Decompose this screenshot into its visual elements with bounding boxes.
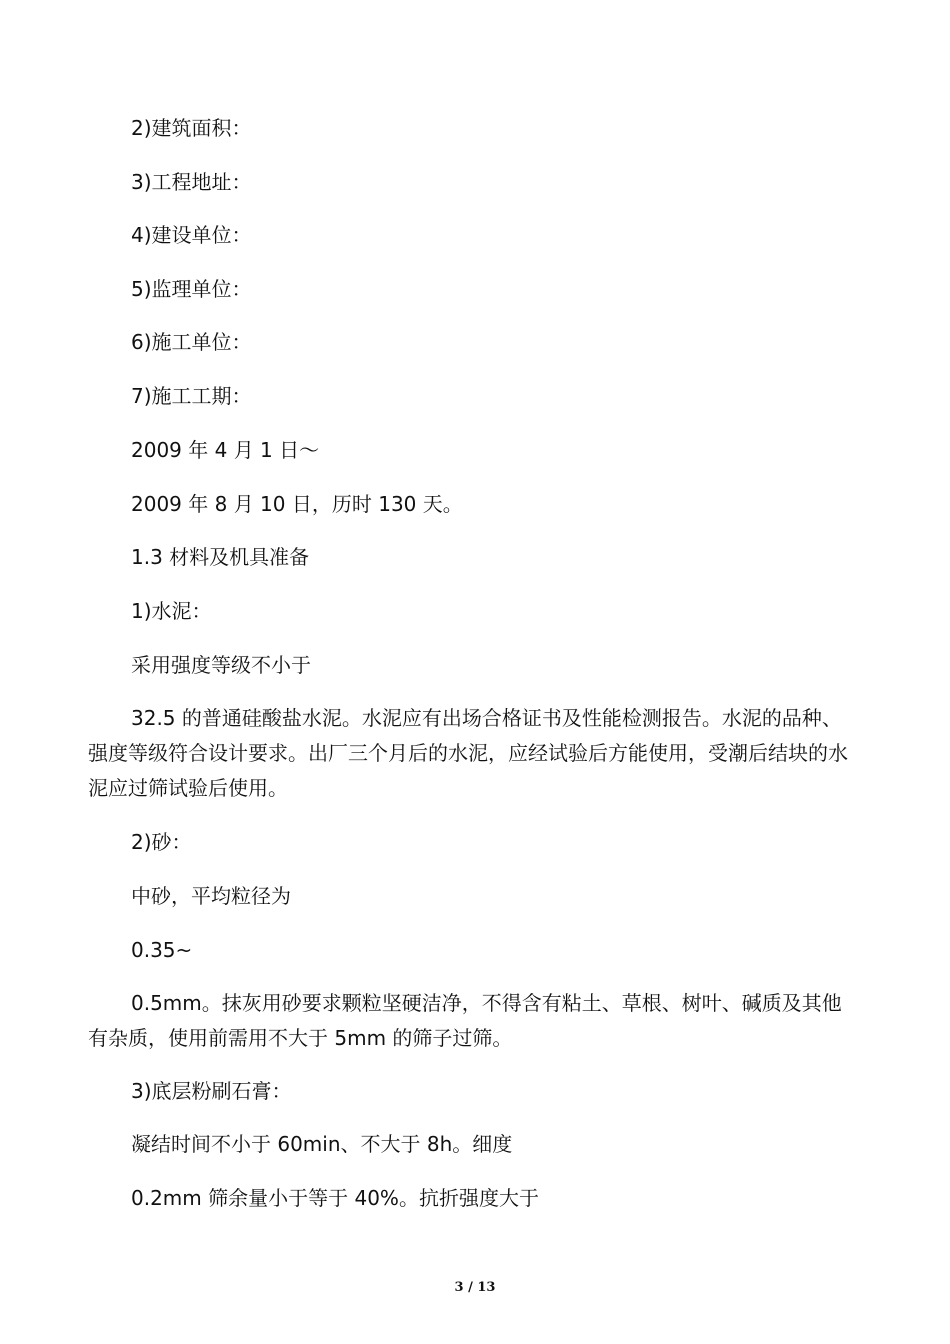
text-line: 7)施工工期： <box>131 384 252 408</box>
text-line: 0.35~ <box>131 938 193 962</box>
text-line: 0.2mm 筛余量小于等于 40%。抗折强度大于 <box>131 1186 539 1210</box>
text-line: 3)工程地址： <box>131 170 252 194</box>
text-line: 凝结时间不小于 60min、不大于 8h。细度 <box>131 1132 513 1156</box>
text-line: 4)建设单位： <box>131 223 252 247</box>
text-line: 2009 年 8 月 10 日，历时 130 天。 <box>131 492 463 516</box>
page-number: 3 / 13 <box>454 1280 496 1295</box>
text-line: 2)建筑面积： <box>131 116 252 140</box>
paragraph: 32.5 的普通硅酸盐水泥。水泥应有出场合格证书及性能检测报告。水泥的品种、强度等级符合设计要求。出厂三个月后的水泥，应经试验后方能使用，受潮后结块的水泥应过筛试验后使用。 <box>88 706 848 800</box>
text-line: 3)底层粉刷石膏： <box>131 1079 292 1103</box>
text-line: 2)砂： <box>131 830 192 854</box>
section-heading: 1.3 材料及机具准备 <box>131 545 310 569</box>
paragraph: 0.5mm。抹灰用砂要求颗粒坚硬洁净，不得含有粘土、草根、树叶、碱质及其他有杂质，使用前需用不大于 5mm 的筛子过筛。 <box>88 991 842 1050</box>
text-line: 6)施工单位： <box>131 330 252 354</box>
text-line: 1)水泥： <box>131 599 212 623</box>
text-line: 5)监理单位： <box>131 277 252 301</box>
text-line: 2009 年 4 月 1 日～ <box>131 438 320 462</box>
text-line: 中砂，平均粒径为 <box>131 884 291 908</box>
text-line: 采用强度等级不小于 <box>131 653 311 677</box>
